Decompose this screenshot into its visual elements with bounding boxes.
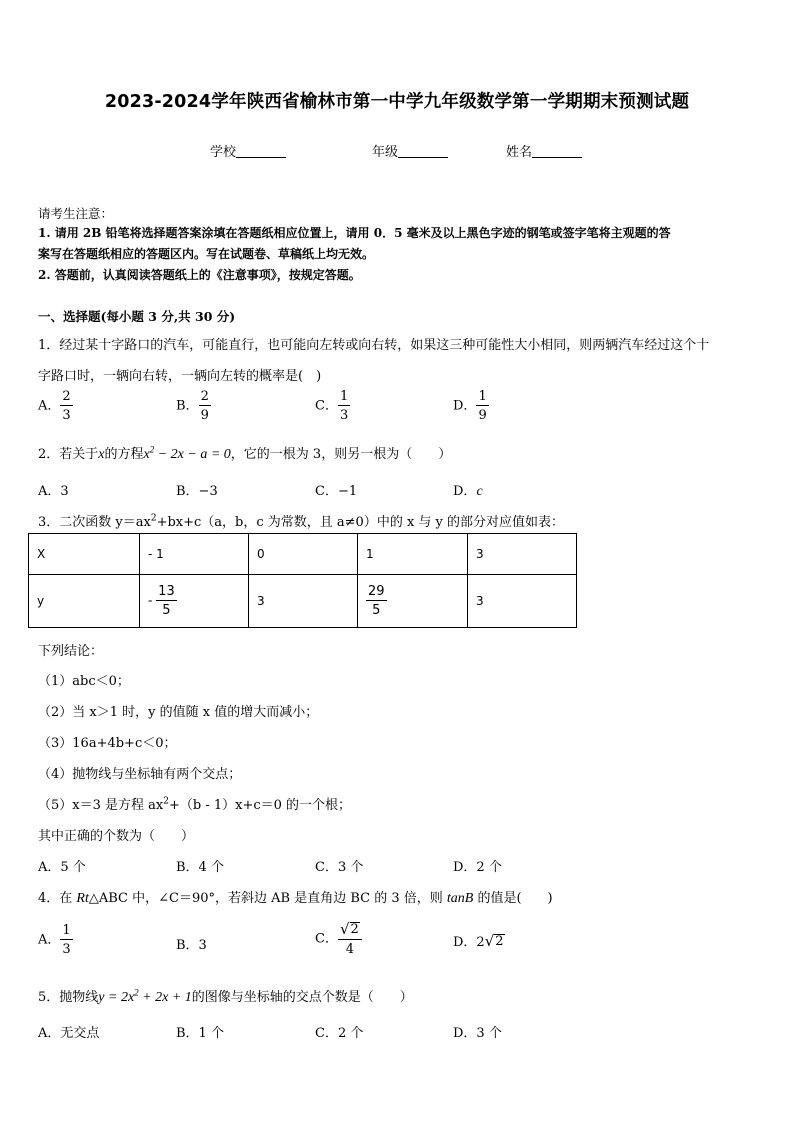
q5-option-b: B．1 个 [176, 1026, 224, 1041]
q3-conclusion-5: （5）x＝3 是方程 $ax^2+(b - 1)x+c=0$ 的一个根； [38, 796, 352, 813]
q5-option-c: C．2 个 [315, 1026, 364, 1041]
q5-option-a: A．无交点 [38, 1026, 100, 1041]
q3-conclusion-4: （4）抛物线与坐标轴有两个交点； [38, 767, 242, 782]
q2-option-d: D．c [453, 484, 483, 499]
table-cell: 3 [249, 575, 358, 628]
q5-option-d: D．3 个 [453, 1026, 502, 1041]
school-label: 学校 [210, 145, 237, 160]
q1-option-c: C． $\frac{1}{3}$ [315, 389, 349, 423]
q3-stem: 3．二次函数 $y=ax^2+bx+c(a$，b，c 为常数，且 a≠0）中的 x 与 y 的部分对应值如表： [38, 513, 565, 530]
q1-option-d: D． $\frac{1}{9}$ [453, 389, 487, 423]
q3-conclusion-3: （3）16a+4b+c＜0； [38, 736, 177, 751]
grade-label: 年级 [372, 145, 399, 160]
q3-option-a: A．5 个 [38, 860, 86, 875]
radical-sign-icon: √ [484, 932, 495, 950]
table-cell: y [29, 575, 140, 628]
table-cell: 3 [468, 534, 577, 575]
name-label: 姓名 [506, 145, 533, 160]
notice-line-2: 2. 答题前，认真阅读答题纸上的《注意事项》，按规定答题。 [38, 268, 361, 282]
q1-option-b: B． $\frac{2}{9}$ [176, 389, 209, 423]
name-field [506, 141, 582, 160]
q1-stem-line2: 字路口时，一辆向右转，一辆向左转的概率是( ) [38, 369, 322, 384]
q3-conclusion-1: （1）abc＜0； [38, 674, 130, 689]
q2-option-a: A．3 [38, 484, 69, 499]
table-row [29, 534, 577, 575]
q1-option-a: A． $\frac{2}{3}$ [38, 389, 71, 423]
section-heading: 一、选择题(每小题 3 分,共 30 分) [38, 309, 236, 324]
name-blank [532, 144, 582, 158]
table-row [29, 575, 577, 628]
q2-option-c: C．−1 [315, 484, 358, 499]
q3-table [28, 533, 577, 628]
q3-question: 其中正确的个数为（ ） [38, 829, 195, 844]
school-field [210, 141, 286, 160]
grade-field [372, 141, 448, 160]
table-cell: X [29, 534, 140, 575]
table-cell: - $\frac{13}{5}$ [140, 575, 249, 628]
school-blank [236, 144, 286, 158]
grade-blank [398, 144, 448, 158]
notice-line-1a: 1. 请用 2B 铅笔将选择题答案涂填在答题纸相应位置上，请用 0．5 毫米及以上黑色字迹的钢笔或签字笔将主观题的答 [38, 226, 671, 240]
q1-stem-line1: 1．经过某十字路口的汽车，可能直行，也可能向左转或向右转，如果这三种可能性大小相同，则两辆汽车经过这个十 [38, 338, 710, 353]
q4-option-b: B．3 [176, 938, 207, 953]
table-cell: 0 [249, 534, 358, 575]
table-cell: 3 [468, 575, 577, 628]
radical-sign-icon: √ [339, 920, 350, 939]
q2-option-b: B．−3 [176, 484, 218, 499]
table-cell: 1 [358, 534, 468, 575]
q3-conclusions-heading: 下列结论： [38, 644, 104, 659]
q4-option-a: A． $\frac{1}{3}$ [38, 923, 71, 957]
table-cell: $\frac{29}{5}$ [358, 575, 468, 628]
q4-option-d: D．2 √ 2 [453, 932, 504, 950]
notice-line-1b: 案写在答题纸相应的答题区内。写在试题卷、草稿纸上均无效。 [38, 247, 375, 261]
q3-option-d: D．2 个 [453, 860, 502, 875]
notice-heading: 请考生注意： [38, 206, 114, 221]
q2-stem: 2．若关于x的方程$x^2 - 2x - a = 0$，它的一根为 3，则另一根为（ ） [38, 444, 452, 462]
q5-stem: 5．抛物线$y = 2x^2 + 2x + 1$的图像与坐标轴的交点个数是（ ） [38, 987, 413, 1005]
q3-option-c: C．3 个 [315, 860, 364, 875]
q3-conclusion-2: （2）当 x＞1 时，y 的值随 x 值的增大而减小； [38, 705, 319, 720]
q4-option-c: C． √ 2 4 [315, 922, 362, 956]
page-title: 2023-2024学年陕西省榆林市第一中学九年级数学第一学期期末预测试题 [104, 92, 690, 112]
table-cell: - 1 [140, 534, 249, 575]
q4-stem: 4．在 Rt△ABC 中，∠C＝90°，若斜边 AB 是直角边 BC 的 3 倍，则 tanB 的值是( ) [38, 891, 553, 906]
q3-option-b: B．4 个 [176, 860, 224, 875]
